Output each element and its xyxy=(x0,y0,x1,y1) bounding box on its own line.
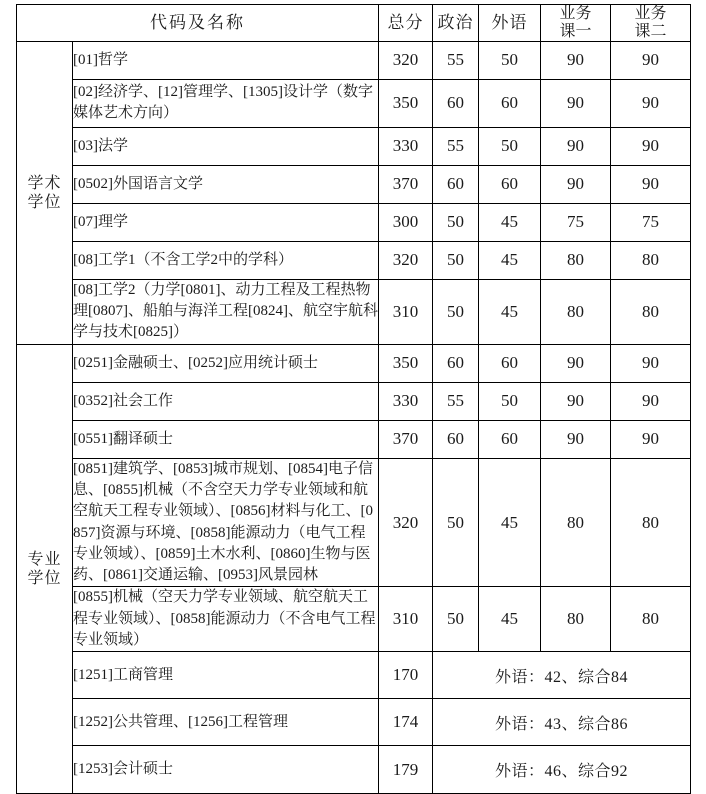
row-total: 300 xyxy=(379,203,433,241)
row-prof1: 90 xyxy=(541,344,611,382)
row-prof1: 90 xyxy=(541,127,611,165)
row-total: 179 xyxy=(379,746,433,794)
row-politics: 55 xyxy=(433,127,479,165)
row-politics: 50 xyxy=(433,203,479,241)
row-name: [0551]翻译硕士 xyxy=(73,420,379,458)
group-label-academic-line1: 学术 xyxy=(27,174,62,192)
table-row xyxy=(17,420,691,458)
row-prof2: 80 xyxy=(611,279,691,344)
row-politics: 50 xyxy=(433,241,479,279)
row-prof2: 90 xyxy=(611,41,691,79)
row-total: 330 xyxy=(379,127,433,165)
table-body xyxy=(17,41,691,794)
row-prof1: 90 xyxy=(541,382,611,420)
row-prof1: 90 xyxy=(541,165,611,203)
table-row xyxy=(17,241,691,279)
header-prof2-line1: 业务 xyxy=(634,5,667,22)
table-row xyxy=(17,458,691,587)
header-prof2-line2: 课二 xyxy=(634,22,667,40)
row-total: 330 xyxy=(379,382,433,420)
row-foreign: 45 xyxy=(479,279,541,344)
row-merged-note: 外语：46、综合92 xyxy=(433,746,691,794)
row-total: 174 xyxy=(379,699,433,746)
row-foreign: 60 xyxy=(479,420,541,458)
row-merged-note: 外语：42、综合84 xyxy=(433,652,691,699)
row-total: 370 xyxy=(379,165,433,203)
table-row xyxy=(17,746,691,794)
row-prof2: 90 xyxy=(611,79,691,127)
row-politics: 50 xyxy=(433,587,479,652)
row-prof2: 90 xyxy=(611,165,691,203)
row-total: 170 xyxy=(379,652,433,699)
row-total: 350 xyxy=(379,344,433,382)
row-name: [1252]公共管理、[1256]工程管理 xyxy=(73,699,379,746)
row-prof2: 80 xyxy=(611,587,691,652)
table-row xyxy=(17,587,691,652)
row-name: [07]理学 xyxy=(73,203,379,241)
row-merged-note: 外语：43、综合86 xyxy=(433,699,691,746)
table-row xyxy=(17,127,691,165)
row-name: [01]哲学 xyxy=(73,41,379,79)
header-total-score: 总分 xyxy=(379,5,433,42)
table-row xyxy=(17,382,691,420)
row-prof2: 90 xyxy=(611,420,691,458)
row-prof2: 80 xyxy=(611,241,691,279)
row-total: 320 xyxy=(379,458,433,587)
row-politics: 60 xyxy=(433,79,479,127)
row-politics: 60 xyxy=(433,420,479,458)
row-politics: 60 xyxy=(433,344,479,382)
row-total: 320 xyxy=(379,41,433,79)
row-name: [0502]外国语言文学 xyxy=(73,165,379,203)
row-prof1: 90 xyxy=(541,420,611,458)
row-politics: 55 xyxy=(433,382,479,420)
admission-score-table xyxy=(16,4,691,794)
row-total: 310 xyxy=(379,587,433,652)
row-name: [03]法学 xyxy=(73,127,379,165)
score-table-page xyxy=(0,4,706,781)
group-label-professional xyxy=(17,344,73,794)
table-row xyxy=(17,79,691,127)
table-header xyxy=(17,5,691,42)
row-total: 370 xyxy=(379,420,433,458)
row-foreign: 45 xyxy=(479,587,541,652)
row-foreign: 50 xyxy=(479,382,541,420)
row-total: 310 xyxy=(379,279,433,344)
table-row xyxy=(17,699,691,746)
row-foreign: 60 xyxy=(479,79,541,127)
row-name: [0251]金融硕士、[0252]应用统计硕士 xyxy=(73,344,379,382)
row-name: [1253]会计硕士 xyxy=(73,746,379,794)
row-politics: 55 xyxy=(433,41,479,79)
table-row xyxy=(17,203,691,241)
row-name: [02]经济学、[12]管理学、[1305]设计学（数字媒体艺术方向） xyxy=(73,79,379,127)
row-politics: 50 xyxy=(433,458,479,587)
table-row xyxy=(17,41,691,79)
row-prof2: 90 xyxy=(611,382,691,420)
row-foreign: 45 xyxy=(479,458,541,587)
row-prof2: 90 xyxy=(611,344,691,382)
row-prof1: 75 xyxy=(541,203,611,241)
row-prof2: 90 xyxy=(611,127,691,165)
row-total: 350 xyxy=(379,79,433,127)
header-row xyxy=(17,5,691,42)
row-prof1: 90 xyxy=(541,41,611,79)
row-foreign: 60 xyxy=(479,344,541,382)
group-label-professional-line2: 学位 xyxy=(27,570,62,588)
row-foreign: 50 xyxy=(479,127,541,165)
row-prof2: 80 xyxy=(611,458,691,587)
row-foreign: 45 xyxy=(479,241,541,279)
row-name: [0352]社会工作 xyxy=(73,382,379,420)
table-row xyxy=(17,165,691,203)
row-politics: 60 xyxy=(433,165,479,203)
header-professional-course-2 xyxy=(611,5,691,42)
table-row xyxy=(17,279,691,344)
row-prof1: 80 xyxy=(541,458,611,587)
header-prof1-line1: 业务 xyxy=(559,5,592,22)
header-prof1-line2: 课一 xyxy=(559,22,592,40)
group-label-professional-line1: 专业 xyxy=(27,550,62,568)
row-politics: 50 xyxy=(433,279,479,344)
row-prof1: 80 xyxy=(541,279,611,344)
header-politics: 政治 xyxy=(433,5,479,42)
row-foreign: 45 xyxy=(479,203,541,241)
row-foreign: 60 xyxy=(479,165,541,203)
row-name: [08]工学2（力学[0801]、动力工程及工程热物理[0807]、船舶与海洋工程[0824]、航空宇航科学与技术[0825]） xyxy=(73,279,379,344)
row-prof1: 90 xyxy=(541,79,611,127)
row-prof1: 80 xyxy=(541,241,611,279)
header-code-and-name: 代码及名称 xyxy=(17,5,379,42)
row-prof1: 80 xyxy=(541,587,611,652)
group-label-academic xyxy=(17,41,73,344)
group-label-academic-line2: 学位 xyxy=(27,193,62,211)
table-row xyxy=(17,344,691,382)
row-foreign: 50 xyxy=(479,41,541,79)
header-foreign-language: 外语 xyxy=(479,5,541,42)
table-row xyxy=(17,652,691,699)
row-total: 320 xyxy=(379,241,433,279)
header-professional-course-1 xyxy=(541,5,611,42)
row-prof2: 75 xyxy=(611,203,691,241)
row-name: [0851]建筑学、[0853]城市规划、[0854]电子信息、[0855]机械（不含空天力学专业领域和航空航天工程专业领域）、[0856]材料与化工、[0857]资源与环境、[0858]能源动力（电气工程专业领域）、[0859]土木水利、[0860]生物与医药、[0861]交通运输、[0953]风景园林 xyxy=(73,458,379,587)
row-name: [0855]机械（空天力学专业领域、航空航天工程专业领域）、[0858]能源动力（不含电气工程专业领域） xyxy=(73,587,379,652)
row-name: [1251]工商管理 xyxy=(73,652,379,699)
row-name: [08]工学1（不含工学2中的学科） xyxy=(73,241,379,279)
